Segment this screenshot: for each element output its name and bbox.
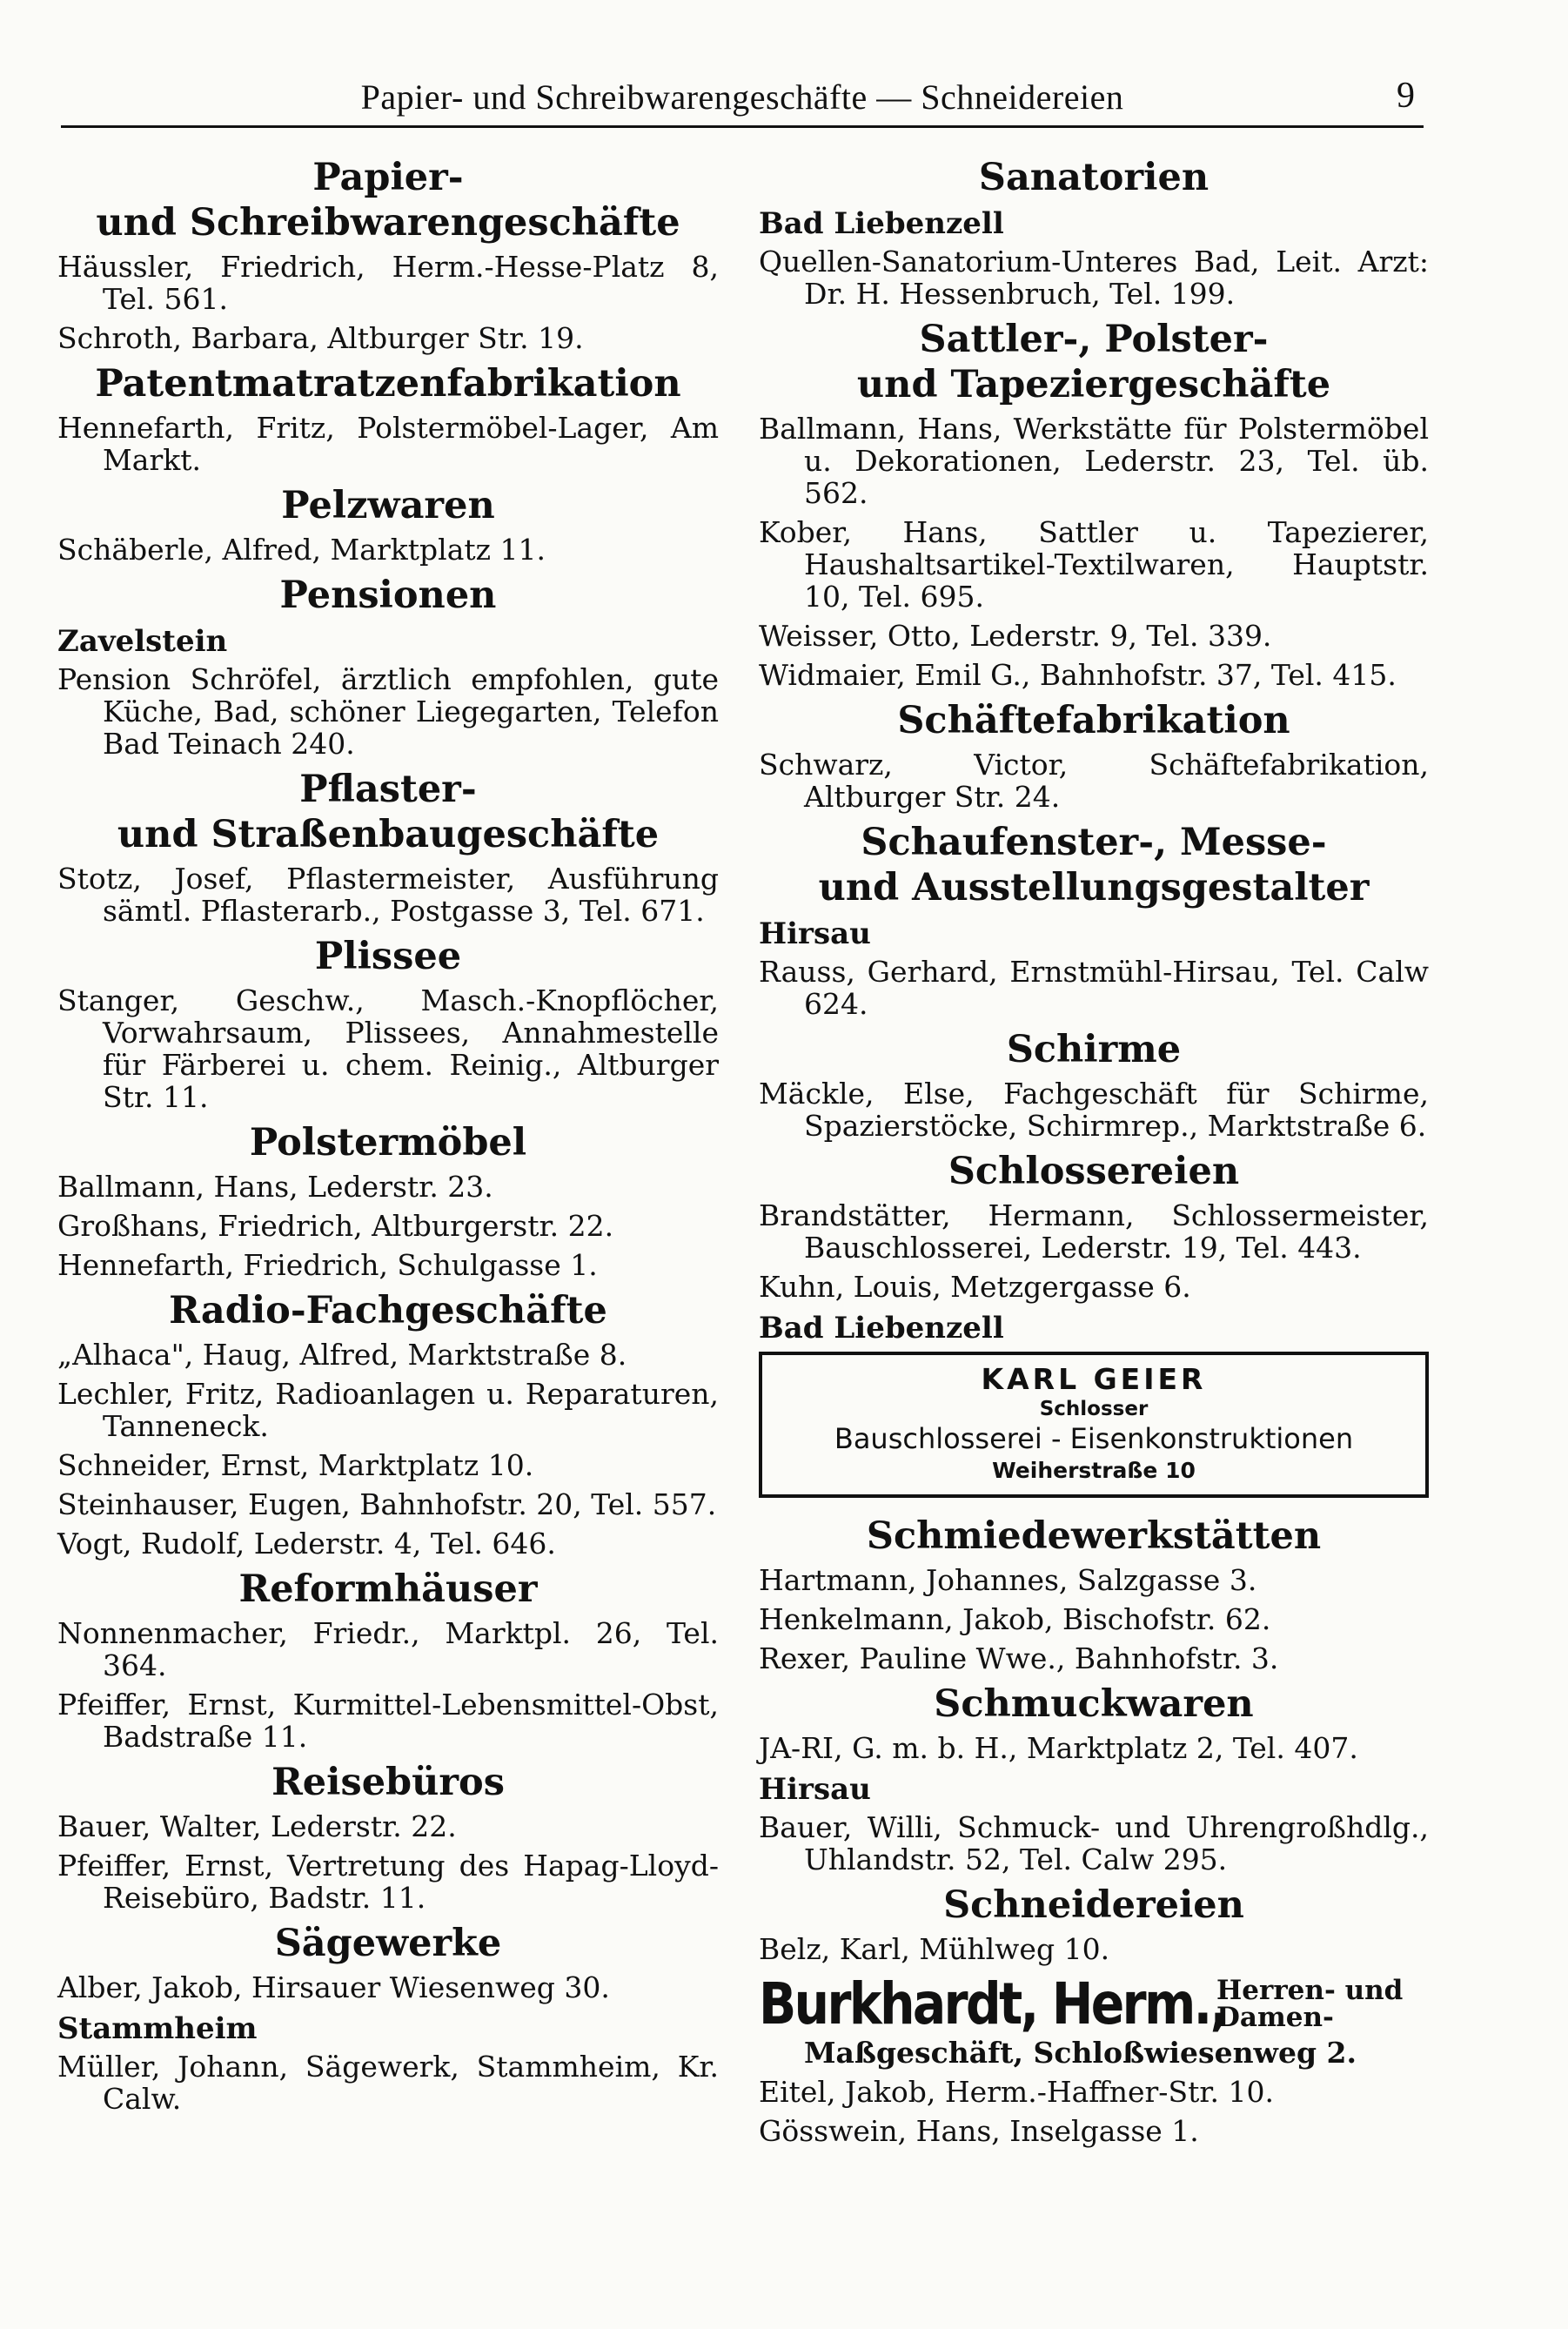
place-name: Hirsau bbox=[759, 1772, 871, 1807]
entry: Quellen-Sanatorium-Unteres Bad, Leit. Arzt: Dr. H. Hessenbruch, Tel. 199. bbox=[759, 245, 1429, 311]
entry: Hartmann, Johannes, Salzgasse 3. bbox=[759, 1563, 1257, 1597]
heading-schirme: Schirme bbox=[1006, 1028, 1182, 1071]
entry: Bauer, Willi, Schmuck- und Uhrengroßhdlg., Uhlandstr. 52, Tel. Calw 295. bbox=[759, 1810, 1429, 1876]
entry: Vogt, Rudolf, Lederstr. 4, Tel. 646. bbox=[57, 1527, 556, 1560]
heading-line: Schaufenster-, Messe- bbox=[861, 821, 1327, 864]
heading-schneidereien: Schneidereien bbox=[943, 1883, 1244, 1927]
heading-pelzwaren: Pelzwaren bbox=[281, 484, 495, 527]
entry: Brandstätter, Hermann, Schlossermeister, Bauschlosserei, Lederstr. 19, Tel. 443. bbox=[759, 1198, 1429, 1265]
entry: Großhans, Friedrich, Altburgerstr. 22. bbox=[57, 1209, 614, 1243]
heading-schaeftefabrikation: Schäftefabrikation bbox=[897, 699, 1290, 742]
entry: Hennefarth, Friedrich, Schulgasse 1. bbox=[57, 1248, 598, 1282]
heading-pensionen: Pensionen bbox=[279, 574, 497, 617]
page-number: 9 bbox=[1397, 76, 1415, 116]
ad-trade: Schlosser bbox=[1039, 1398, 1149, 1420]
heading-line: und Ausstellungsgestalter bbox=[818, 866, 1370, 909]
entry: Kober, Hans, Sattler u. Tapezierer, Haushaltsartikel-Textilwaren, Hauptstr. 10, Tel. 695. bbox=[759, 515, 1429, 614]
ad-small-line: Damen- bbox=[1216, 2002, 1334, 2033]
heading-saegewerke: Sägewerke bbox=[274, 1922, 502, 1965]
heading-schaufenster bbox=[759, 820, 1429, 910]
entry: Pfeiffer, Ernst, Kurmittel-Lebensmittel-Obst, Badstraße 11. bbox=[57, 1688, 719, 1754]
entry: Hennefarth, Fritz, Polstermöbel-Lager, Am Markt. bbox=[57, 411, 719, 477]
heading-sattler bbox=[759, 317, 1429, 407]
entry: Gösswein, Hans, Inselgasse 1. bbox=[759, 2114, 1199, 2148]
entry: Schäberle, Alfred, Marktplatz 11. bbox=[57, 533, 546, 567]
ad-company-name: KARL GEIER bbox=[981, 1362, 1207, 1396]
place-name: Zavelstein bbox=[57, 624, 228, 659]
heading-patentmatratzen: Patentmatratzenfabrikation bbox=[95, 362, 681, 406]
entry: Rauss, Gerhard, Ernstmühl-Hirsau, Tel. Calw 624. bbox=[759, 955, 1429, 1021]
heading-schmiedewerkstaetten: Schmiedewerkstätten bbox=[866, 1514, 1322, 1558]
heading-line: Sattler-, Polster- bbox=[919, 318, 1269, 361]
heading-line: und Tapeziergeschäfte bbox=[856, 363, 1331, 406]
heading-pflaster bbox=[57, 767, 719, 857]
entry: Lechler, Fritz, Radioanlagen u. Reparaturen, Tanneneck. bbox=[57, 1377, 719, 1443]
entry: Steinhauser, Eugen, Bahnhofstr. 20, Tel. 557. bbox=[57, 1487, 717, 1521]
entry: Schwarz, Victor, Schäftefabrikation, Altburger Str. 24. bbox=[759, 748, 1429, 814]
heading-polstermoebel: Polstermöbel bbox=[249, 1121, 527, 1164]
ad-services: Bauschlosserei - Eisenkonstruktionen bbox=[834, 1422, 1354, 1455]
entry: Widmaier, Emil G., Bahnhofstr. 37, Tel. 415. bbox=[759, 658, 1397, 692]
entry: Müller, Johann, Sägewerk, Stammheim, Kr. Calw. bbox=[57, 2050, 719, 2116]
heading-line: Papier- bbox=[312, 156, 464, 199]
ad-big-name: Burkhardt, Herm., bbox=[759, 1970, 1227, 2037]
place-name: Hirsau bbox=[759, 916, 871, 951]
advertisement-box bbox=[759, 1352, 1429, 1498]
entry: Rexer, Pauline Wwe., Bahnhofstr. 3. bbox=[759, 1641, 1279, 1675]
entry: JA-RI, G. m. b. H., Marktplatz 2, Tel. 407. bbox=[759, 1731, 1358, 1765]
entry: Pfeiffer, Ernst, Vertretung des Hapag-Lloyd-Reisebüro, Badstr. 11. bbox=[57, 1849, 719, 1915]
heading-papier bbox=[57, 155, 719, 245]
entry: Stanger, Geschw., Masch.-Knopflöcher, Vorwahrsaum, Plissees, Annahmestelle für Färberei u. chem. Reinig., Altburger Str. 11. bbox=[57, 983, 719, 1114]
heading-line: und Straßenbaugeschäfte bbox=[117, 813, 660, 856]
entry: Schneider, Ernst, Marktplatz 10. bbox=[57, 1448, 534, 1482]
running-title: Papier- und Schreibwarengeschäfte — Schneidereien bbox=[360, 77, 1124, 117]
entry: Kuhn, Louis, Metzgergasse 6. bbox=[759, 1270, 1191, 1304]
entry: Weisser, Otto, Lederstr. 9, Tel. 339. bbox=[759, 619, 1272, 653]
heading-radio: Radio-Fachgeschäfte bbox=[169, 1289, 607, 1332]
entry: Henkelmann, Jakob, Bischofstr. 62. bbox=[759, 1602, 1271, 1636]
entry: Eitel, Jakob, Herm.-Haffner-Str. 10. bbox=[759, 2075, 1274, 2109]
entry: Häussler, Friedrich, Herm.-Hesse-Platz 8, Tel. 561. bbox=[57, 250, 719, 316]
heading-reisebueros: Reisebüros bbox=[271, 1761, 505, 1804]
heading-sanatorien: Sanatorien bbox=[978, 156, 1210, 199]
heading-plissee: Plissee bbox=[314, 935, 462, 978]
heading-schmuckwaren: Schmuckwaren bbox=[934, 1682, 1254, 1726]
entry: Bauer, Walter, Lederstr. 22. bbox=[57, 1809, 457, 1843]
place-name: Bad Liebenzell bbox=[759, 206, 1004, 241]
ad-small-line: Herren- und bbox=[1216, 1975, 1404, 2006]
entry: „Alhaca", Haug, Alfred, Marktstraße 8. bbox=[57, 1338, 627, 1372]
ad-small-text bbox=[1216, 1977, 1403, 2031]
entry: Ballmann, Hans, Lederstr. 23. bbox=[57, 1170, 493, 1204]
entry: Pension Schröfel, ärztlich empfohlen, gute Küche, Bad, schöner Liegegarten, Telefon Bad Teinach 240. bbox=[57, 662, 719, 761]
left-column bbox=[57, 148, 719, 2122]
entry: Ballmann, Hans, Werkstätte für Polstermöbel u. Dekorationen, Lederstr. 23, Tel. üb. 562. bbox=[759, 412, 1429, 510]
place-name: Bad Liebenzell bbox=[759, 1311, 1004, 1346]
right-column bbox=[759, 148, 1429, 2154]
heading-line: und Schreibwarengeschäfte bbox=[96, 201, 680, 245]
entry: Alber, Jakob, Hirsauer Wiesenweg 30. bbox=[57, 1970, 610, 2004]
heading-reformhaeuser: Reformhäuser bbox=[238, 1567, 538, 1611]
entry: Mäckle, Else, Fachgeschäft für Schirme, Spazierstöcke, Schirmrep., Marktstraße 6. bbox=[759, 1077, 1429, 1143]
entry: Schroth, Barbara, Altburger Str. 19. bbox=[57, 321, 584, 355]
page-header bbox=[61, 73, 1424, 128]
entry: Nonnenmacher, Friedr., Marktpl. 26, Tel. 364. bbox=[57, 1616, 719, 1682]
ad-address: Weiherstraße 10 bbox=[992, 1458, 1196, 1483]
entry: Stotz, Josef, Pflastermeister, Ausführung sämtl. Pflasterarb., Postgasse 3, Tel. 671. bbox=[57, 862, 719, 928]
advertisement-inline bbox=[759, 1972, 1429, 2037]
ad-continuation: Maßgeschäft, Schloßwiesenweg 2. bbox=[804, 2036, 1357, 2070]
heading-line: Pflaster- bbox=[299, 768, 477, 811]
heading-schlossereien: Schlossereien bbox=[948, 1150, 1240, 1193]
entry: Belz, Karl, Mühlweg 10. bbox=[759, 1932, 1110, 1966]
place-name: Stammheim bbox=[57, 2011, 258, 2046]
